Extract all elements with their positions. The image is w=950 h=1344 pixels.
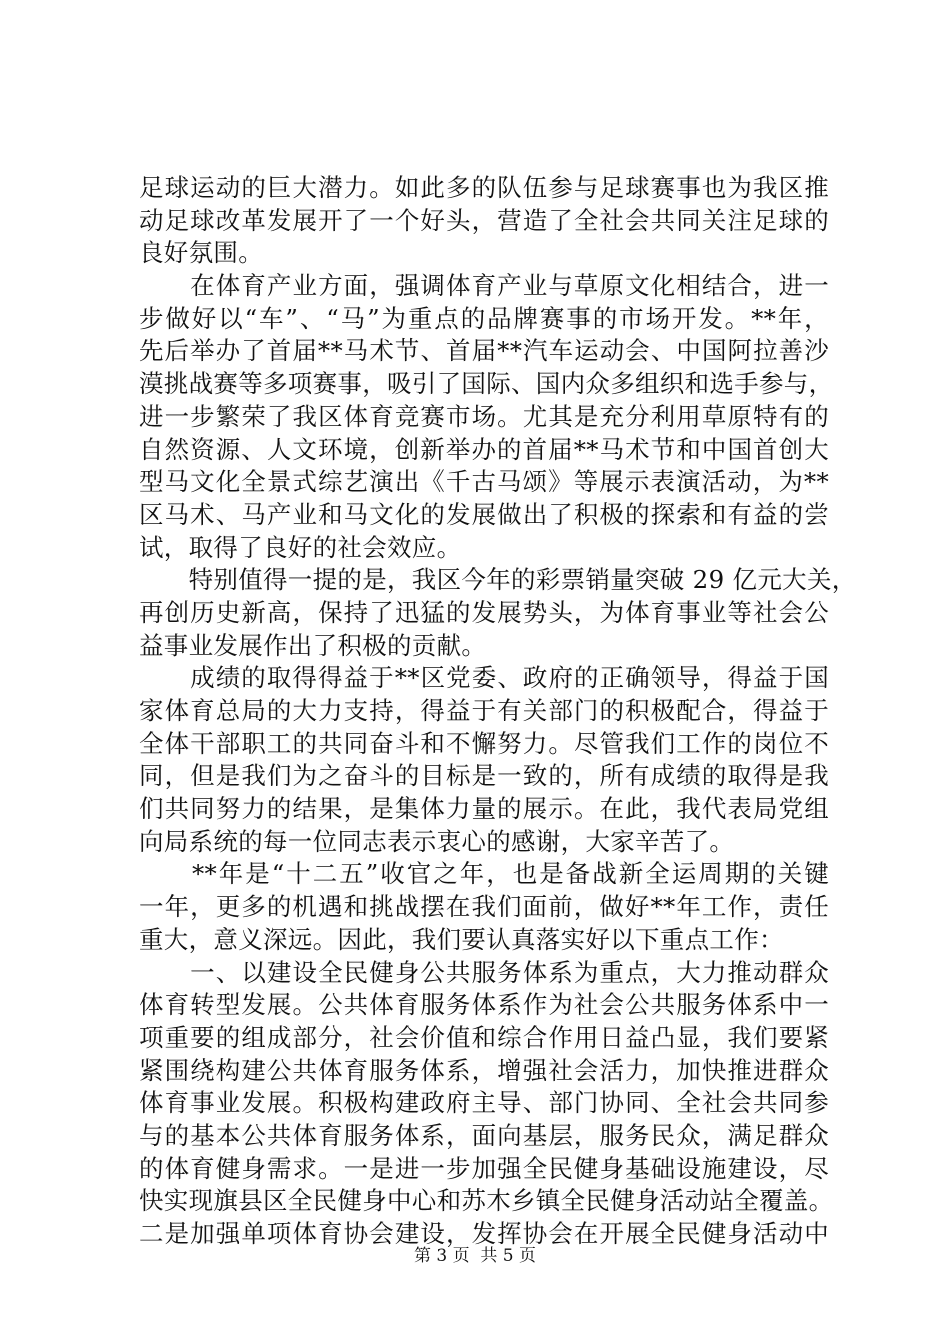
text-line: 们共同努力的结果，是集体力量的展示。在此，我代表局党组 xyxy=(139,794,829,824)
text-line: 型马文化全景式综艺演出《千古马颂》等展示表演活动，为** xyxy=(139,467,829,497)
text-line: 同，但是我们为之奋斗的目标是一致的，所有成绩的取得是我 xyxy=(139,761,829,791)
text-line: 一年，更多的机遇和挑战摆在我们面前，做好**年工作，责任 xyxy=(139,892,829,922)
text-line: 先后举办了首届**马术节、首届**汽车运动会、中国阿拉善沙 xyxy=(139,336,829,366)
text-line: 紧围绕构建公共体育服务体系，增强社会活力，加快推进群众 xyxy=(139,1055,829,1085)
text-line: 在体育产业方面，强调体育产业与草原文化相结合，进一 xyxy=(139,271,829,301)
text-line: 重大，意义深远。因此，我们要认真落实好以下重点工作： xyxy=(139,924,784,954)
text-line: 的体育健身需求。一是进一步加强全民健身基础设施建设，尽 xyxy=(139,1153,829,1183)
text-line: 自然资源、人文环境，创新举办的首届**马术节和中国首创大 xyxy=(139,434,829,464)
page-footer xyxy=(0,1244,950,1268)
text-line: 快实现旗县区全民健身中心和苏木乡镇全民健身活动站全覆盖。 xyxy=(139,1186,834,1216)
text-line: 特别值得一提的是，我区今年的彩票销量突破 29 亿元大关， xyxy=(139,565,857,595)
page-number: 第 3 页 共 5 页 xyxy=(413,1246,537,1266)
text-line: 二是加强单项体育协会建设，发挥协会在开展全民健身活动中 xyxy=(139,1219,829,1248)
text-line: 区马术、马产业和马文化的发展做出了积极的探索和有益的尝 xyxy=(139,499,829,529)
body-text xyxy=(139,172,857,1251)
text-line: 家体育总局的大力支持，得益于有关部门的积极配合，得益于 xyxy=(139,696,829,725)
text-line: 步做好以“车”、“马”为重点的品牌赛事的市场开发。**年， xyxy=(139,303,829,333)
text-line: 益事业发展作出了积极的贡献。 xyxy=(139,630,487,660)
text-line: 一、以建设全民健身公共服务体系为重点，大力推动群众 xyxy=(139,957,829,987)
text-line: 试，取得了良好的社会效应。 xyxy=(139,532,462,562)
text-line: 成绩的取得得益于**区党委、政府的正确领导，得益于国 xyxy=(139,663,829,693)
text-line: 体育事业发展。积极构建政府主导、部门协同、全社会共同参 xyxy=(139,1088,829,1118)
text-line: 良好氛围。 xyxy=(139,238,263,268)
text-line: **年是“十二五”收官之年，也是备战新全运周期的关键 xyxy=(139,859,829,889)
text-line: 足球运动的巨大潜力。如此多的队伍参与足球赛事也为我区推 xyxy=(139,173,829,202)
text-line: 体育转型发展。公共体育服务体系作为社会公共服务体系中一 xyxy=(139,990,829,1020)
text-line: 再创历史新高，保持了迅猛的发展势头，为体育事业等社会公 xyxy=(139,597,829,627)
text-line: 进一步繁荣了我区体育竞赛市场。尤其是充分利用草原特有的 xyxy=(139,401,829,431)
text-line: 项重要的组成部分，社会价值和综合作用日益凸显，我们要紧 xyxy=(139,1022,829,1052)
text-line: 向局系统的每一位同志表示衷心的感谢，大家辛苦了。 xyxy=(139,826,735,856)
text-line: 与的基本公共体育服务体系，面向基层，服务民众，满足群众 xyxy=(139,1120,829,1150)
text-line: 漠挑战赛等多项赛事，吸引了国际、国内众多组织和选手参与， xyxy=(139,369,834,399)
text-line: 全体干部职工的共同奋斗和不懈努力。尽管我们工作的岗位不 xyxy=(139,728,829,758)
text-line: 动足球改革发展开了一个好头，营造了全社会共同关注足球的 xyxy=(139,205,829,235)
